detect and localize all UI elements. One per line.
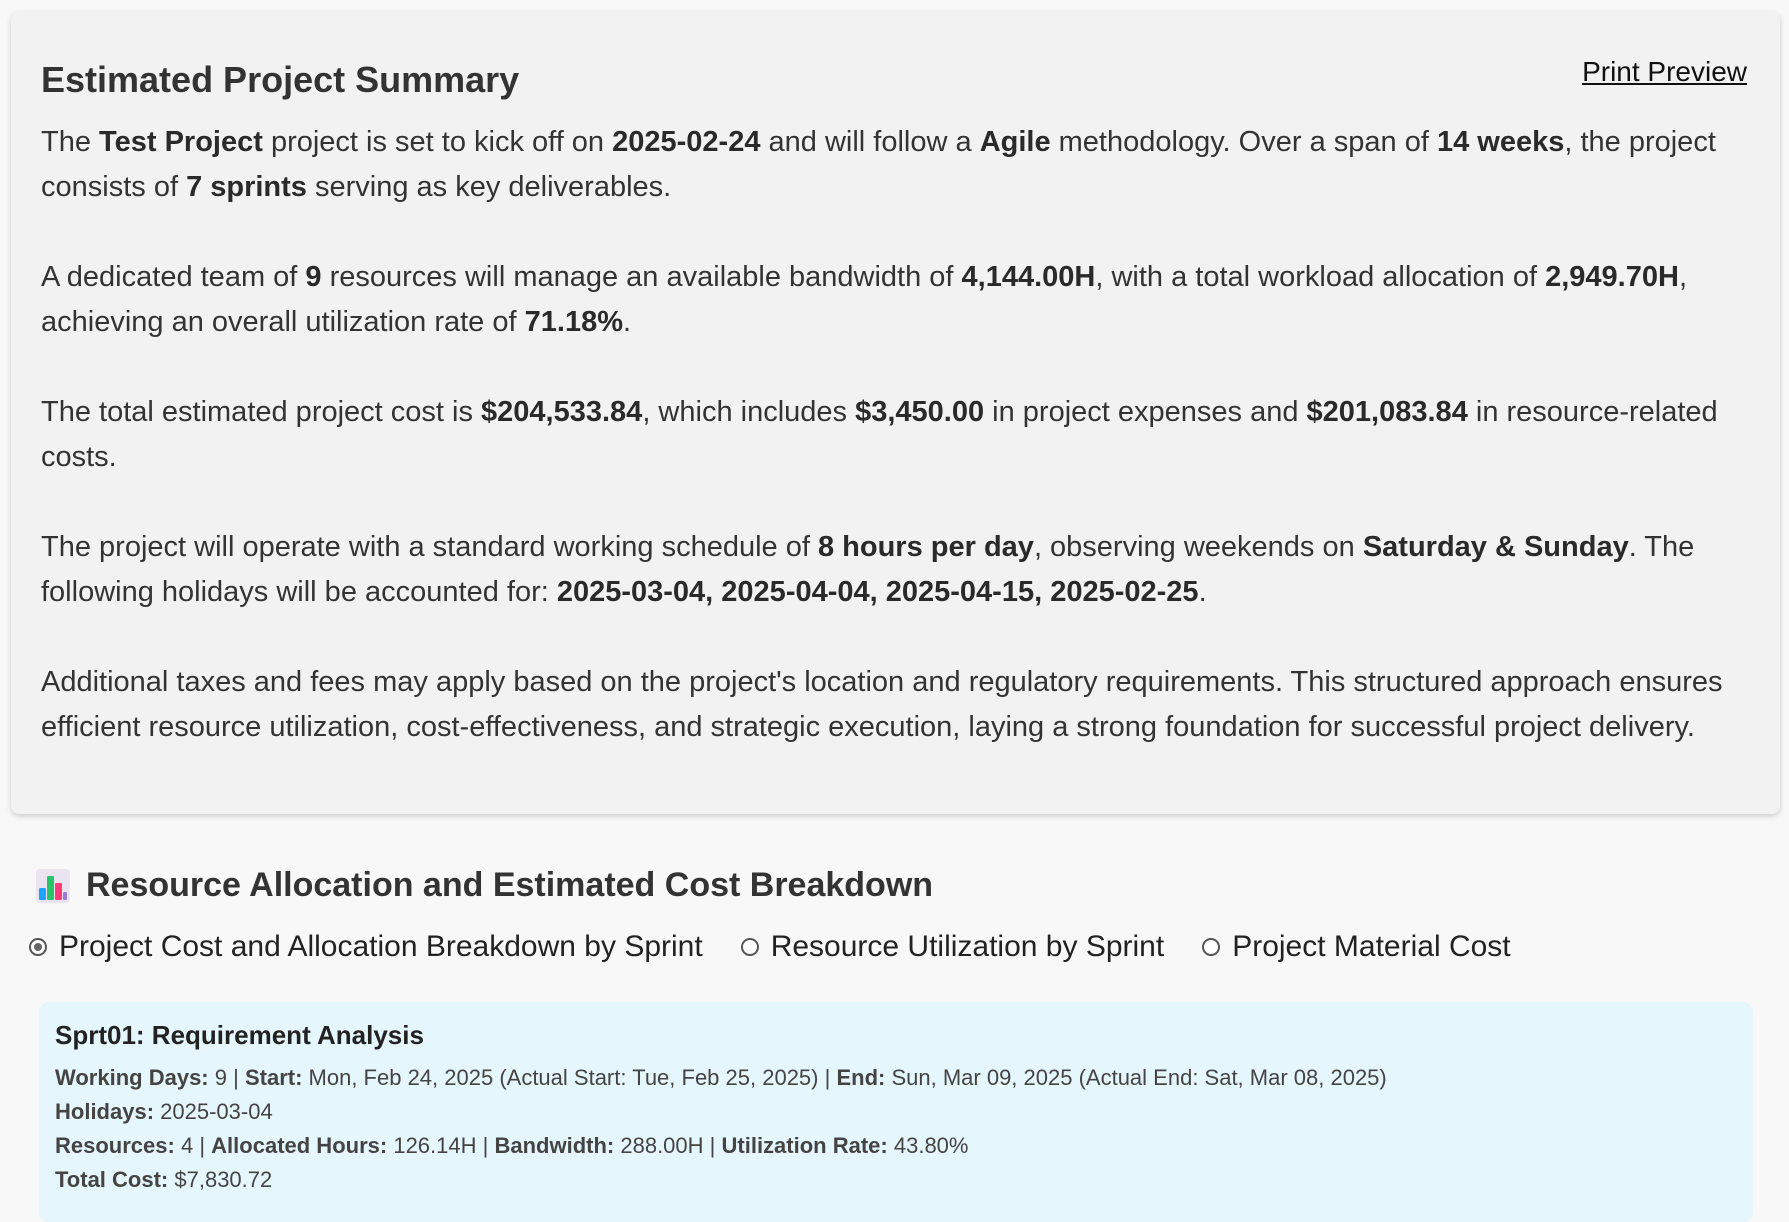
summary-paragraph-schedule: The project will operate with a standard working schedule of 8 hours per day, observing weekends on Saturday & Sunday. The following holidays will be accounted for: 2025-03-04, 2025-04-04, 2025-04-15, 2025-02-25. — [41, 531, 1695, 608]
project-name: Test Project — [99, 126, 263, 158]
sprint-end: Sun, Mar 09, 2025 (Actual End: Sat, Mar 08, 2025) — [891, 1065, 1387, 1090]
sprint-resources-line: Resources: 4 | Allocated Hours: 126.14H | Bandwidth: 288.00H | Utilization Rate: 43.80% — [55, 1133, 969, 1158]
resource-costs: $201,083.84 — [1306, 396, 1468, 428]
summary-paragraph-team: A dedicated team of 9 resources will manage an available bandwidth of 4,144.00H, with a total workload allocation of 2,949.70H, achieving an overall utilization rate of 71.18%. — [41, 261, 1687, 338]
summary-title: Estimated Project Summary — [41, 59, 520, 100]
weekends: Saturday & Sunday — [1362, 531, 1629, 563]
sprint-utilization: 43.80% — [893, 1133, 969, 1158]
sprint-title: Sprt01: Requirement Analysis — [55, 1020, 424, 1050]
sprint-card — [39, 1002, 1753, 1222]
holiday-list: 2025-03-04, 2025-04-04, 2025-04-15, 2025-02-25 — [556, 576, 1199, 608]
radio-button-checked[interactable] — [29, 938, 47, 956]
breakdown-section-title — [36, 866, 933, 905]
radio-project-material-cost[interactable] — [1202, 930, 1510, 964]
sprint-allocated-hours: 126.14H — [393, 1133, 477, 1158]
sprint-bandwidth: 288.00H — [620, 1133, 704, 1158]
radio-cost-allocation-by-sprint[interactable] — [29, 930, 703, 964]
summary-paragraph-overview: The Test Project project is set to kick off on 2025-02-24 and will follow a Agile methodology. Over a span of 14 weeks, the project consists of 7 sprints serving as key deliverables. — [41, 126, 1716, 203]
breakdown-view-selector — [29, 930, 1549, 964]
summary-paragraph-notes: Additional taxes and fees may apply based on the project's location and regulatory requirements. This structured approach ensures efficient resource utilization, cost-effectiveness, and strategic execution, laying a strong foundation for successful project delivery. — [41, 666, 1723, 743]
radio-button[interactable] — [741, 938, 759, 956]
radio-label: Project Cost and Allocation Breakdown by Sprint — [59, 930, 703, 963]
hours-per-day: 8 hours per day — [817, 531, 1034, 563]
project-expenses: $3,450.00 — [855, 396, 985, 428]
radio-resource-utilization-by-sprint[interactable] — [741, 930, 1165, 964]
sprint-resources: 4 — [180, 1133, 194, 1158]
sprint-cost-line: Total Cost: $7,830.72 — [55, 1167, 273, 1192]
utilization-rate: 71.18% — [524, 306, 623, 338]
sprint-holidays-line: Holidays: 2025-03-04 — [55, 1099, 273, 1124]
bandwidth: 4,144.00H — [961, 261, 1096, 293]
breakdown-title-text: Resource Allocation and Estimated Cost Breakdown — [86, 866, 934, 904]
duration: 14 weeks — [1436, 126, 1565, 158]
sprint-dates-line: Working Days: 9 | Start: Mon, Feb 24, 2025 (Actual Start: Tue, Feb 25, 2025) | End: Sun, Mar 09, 2025 (Actual End: Sat, Mar 08, 2025) — [55, 1065, 1387, 1090]
radio-label: Resource Utilization by Sprint — [770, 930, 1165, 963]
sprint-holidays: 2025-03-04 — [160, 1099, 273, 1124]
sprint-start: Mon, Feb 24, 2025 (Actual Start: Tue, Feb 25, 2025) — [308, 1065, 819, 1090]
radio-button[interactable] — [1202, 938, 1220, 956]
workload: 2,949.70H — [1545, 261, 1679, 293]
methodology: Agile — [979, 126, 1051, 158]
bar-chart-icon — [36, 869, 70, 903]
project-summary-card — [11, 12, 1780, 814]
total-cost: $204,533.84 — [481, 396, 643, 428]
team-size: 9 — [305, 261, 322, 293]
radio-label: Project Material Cost — [1232, 930, 1511, 963]
sprint-count: 7 sprints — [186, 171, 307, 203]
print-preview-link[interactable]: Print Preview — [1582, 56, 1747, 87]
working-days: 9 — [214, 1065, 227, 1090]
summary-paragraph-cost: The total estimated project cost is $204,533.84, which includes $3,450.00 in project expenses and $201,083.84 in resource-related costs. — [41, 396, 1718, 473]
sprint-total-cost: $7,830.72 — [174, 1167, 273, 1192]
start-date: 2025-02-24 — [612, 126, 761, 158]
